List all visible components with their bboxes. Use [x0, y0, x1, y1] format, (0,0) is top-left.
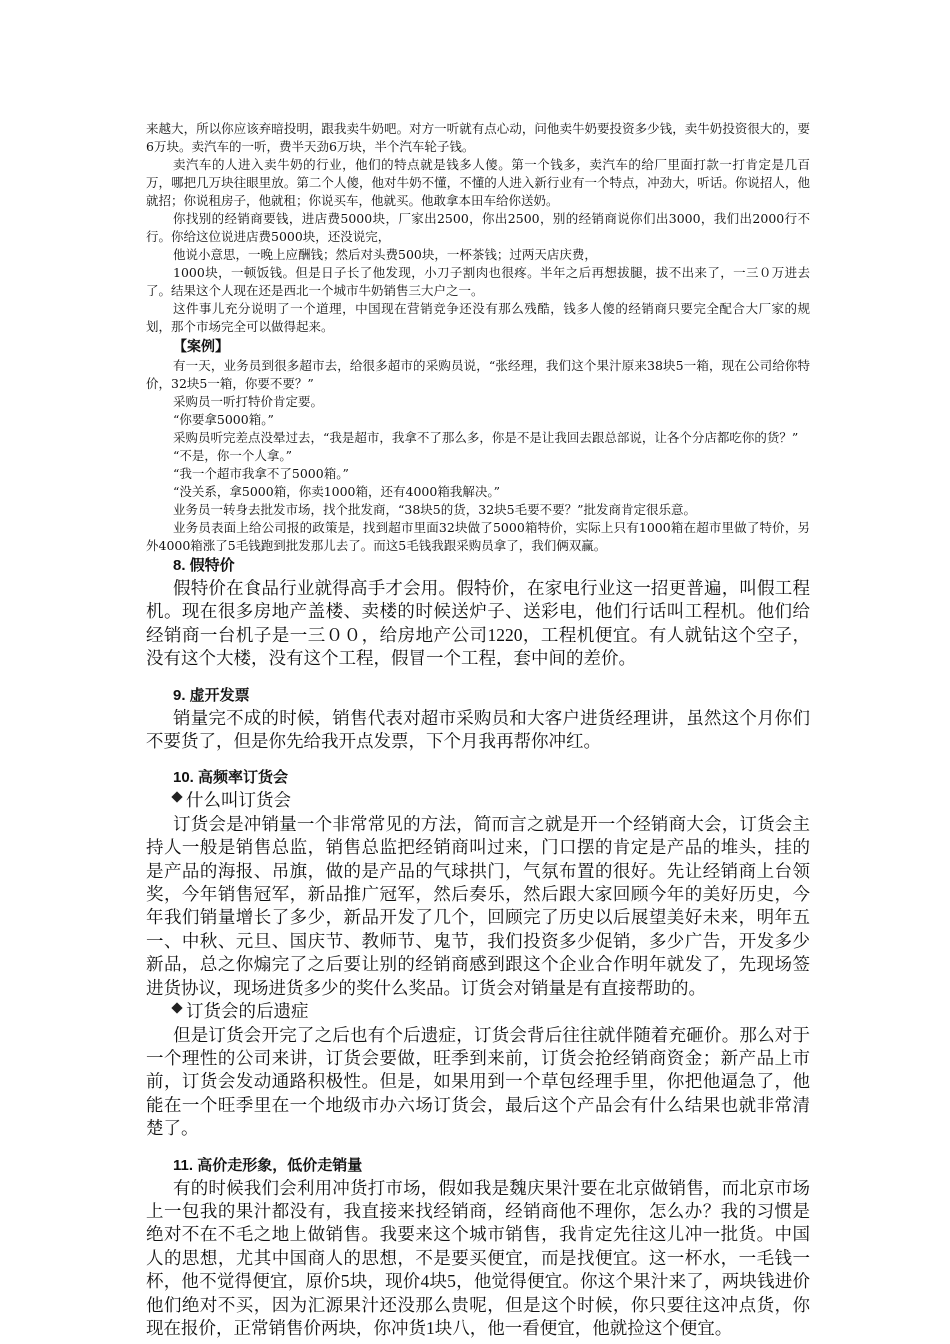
main-sections — [146, 555, 810, 1340]
paragraph: 有的时候我们会利用冲货打市场，假如我是魏庆果汁要在北京做销售，而北京市场上一包我的果汁都没有，我直接来找经销商，经销商他不理你，怎么办？我的习惯是绝对不在不毛之地上做销售。我要来这个城市销售，我肯定先往这儿冲一批货。中国人的思想，尤其中国商人的思想，不是要买便宜，而是找便宜。这一杯水，一毛钱一杯，他不觉得便宜，原价5块，现价4块5，他觉得便宜。你这个果汁来了，两块钱进价他们绝对不买，因为汇源果汁还没那么贵呢，但是这个时候，你只要往这冲点货，你现在报价，正常销售价两块，你冲货1块八，他一看便宜，他就捡这个便宜。 — [146, 1177, 810, 1338]
paragraph: 但是订货会开完了之后也有个后遗症，订货会背后往往就伴随着充砸价。那么对于一个理性的公司来讲，订货会要做，旺季到来前，订货会抢经销商资金；新产品上市前，订货会发动通路积极性。但是，如果用到一个草包经理手里，你把他逼急了，他能在一个旺季里在一个地级市办六场订货会，最后这个产品会有什么结果也就非常清楚了。 — [146, 1024, 810, 1139]
paragraph: 业务员一转身去批发市场，找个批发商，“38块5的货，32块5毛要不要？”批发商肯定很乐意。 — [173, 502, 696, 517]
paragraph: 订货会是冲销量一个非常常见的方法，简而言之就是开一个经销商大会，订货会主持人一般是销售总监，销售总监把经销商叫过来，门口摆的肯定是产品的堆头，挂的是产品的海报、吊旗，做的是产品的气球拱门，气氛布置的很好。先让经销商上台领奖，今年销售冠军，新品推广冠军，然后奏乐，然后跟大家回顾今年的美好历史，今年我们销量增长了多少，新品开发了几个，回顾完了历史以后展望美好未来，明年五一、中秋、元旦、国庆节、教师节、鬼节，我们投资多少促销，多少广告，开发多少新品，总之你煽完了之后要让别的经销商感到跟这个企业合作明年就发了，先现场签进货协议，现场进货多少的奖什么奖品。订货会对销量是有直接帮助的。 — [146, 813, 810, 998]
case-heading: 【案例】 — [173, 339, 229, 355]
paragraph: 卖汽车的人进入卖牛奶的行业，他们的特点就是钱多人傻。第一个钱多，卖汽车的给厂里面打款一打肯定是几百万，哪把几万块往眼里放。第二个人傻，他对牛奶不懂，不懂的人进入新行业有一个特点，冲劲大，听话。你说招人，他就招；你说租房子，他就租；你说买车，他就买。他敢拿本田车给你送奶。 — [146, 157, 810, 208]
section-heading: 8. 假特价 — [173, 557, 235, 574]
paragraph: “不是，你一个人拿。” — [173, 448, 293, 463]
paragraph: “你要拿5000箱。” — [173, 412, 274, 427]
story-section — [146, 120, 810, 555]
paragraph: 1000块，一顿饭钱。但是日子长了他发现，小刀子割肉也很疼。半年之后再想拔腿，拔不出来了，一三０万进去了。结果这个人现在还是西北一个城市牛奶销售三大户之一。 — [146, 265, 810, 298]
paragraph: 有一天，业务员到很多超市去，给很多超市的采购员说，“张经理，我们这个果汁原来38块5一箱，现在公司给你特价，32块5一箱，你要不要？” — [146, 358, 810, 391]
subheading — [146, 1000, 810, 1023]
paragraph: 你找别的经销商要钱，进店费5000块，厂家出2500，你出2500，别的经销商说你们出3000，我们出2000行不行。你给这位说进店费5000块，还没说完， — [146, 211, 810, 244]
paragraph: 来越大，所以你应该弃暗投明，跟我卖牛奶吧。对方一听就有点心动，问他卖牛奶要投资多少钱，卖牛奶投资很大的，要6万块。卖汽车的一听，费半天劲6万块，半个汽车轮子钱。 — [146, 121, 810, 154]
subheading-text: 什么叫订货会 — [186, 790, 291, 811]
section-heading: 11. 高价走形象，低价走销量 — [173, 1156, 363, 1174]
paragraph: “没关系，拿5000箱，你卖1000箱，还有4000箱我解决。” — [173, 484, 500, 499]
diamond-bullet-icon — [171, 1002, 182, 1013]
paragraph: 他说小意思，一晚上应酬钱；然后对头费500块，一杯茶钱；过两天店庆费， — [173, 247, 597, 262]
paragraph: 这件事儿充分说明了一个道理，中国现在营销竞争还没有那么残酷，钱多人傻的经销商只要完全配合大厂家的规划，那个市场完全可以做得起来。 — [146, 301, 810, 334]
paragraph: 假特价在食品行业就得高手才会用。假特价，在家电行业这一招更普遍，叫假工程机。现在很多房地产盖楼、卖楼的时候送炉子、送彩电，他们行话叫工程机。他们给经销商一台机子是一三００，给房地产公司1220，工程机便宜。有人就钻这个空子，没有这个大楼，没有这个工程，假冒一个工程，套中间的差价。 — [146, 578, 810, 669]
paragraph: 采购员听完差点没晕过去，“我是超市，我拿不了那么多，你是不是让我回去跟总部说，让各个分店都吃你的货？” — [173, 430, 799, 445]
subheading — [146, 789, 810, 812]
paragraph: 采购员一听打特价肯定要。 — [173, 394, 324, 409]
section-heading: 10. 高频率订货会 — [173, 769, 289, 787]
paragraph: 销量完不成的时候，销售代表对超市采购员和大客户进货经理讲，虽然这个月你们不要货了，但是你先给我开点发票，下个月我再帮你冲红。 — [146, 707, 810, 752]
paragraph: “我一个超市我拿不了5000箱。” — [173, 466, 349, 481]
section-heading: 9. 虚开发票 — [173, 686, 250, 704]
diamond-bullet-icon — [171, 792, 182, 803]
subheading-text: 订货会的后遗症 — [186, 1001, 309, 1022]
paragraph: 业务员表面上给公司报的政策是，找到超市里面32块做了5000箱特价，实际上只有1000箱在超市里做了特价，另外4000箱涨了5毛钱跑到批发那儿去了。而这5毛钱我跟采购员拿了，我们俩双赢。 — [146, 520, 810, 553]
